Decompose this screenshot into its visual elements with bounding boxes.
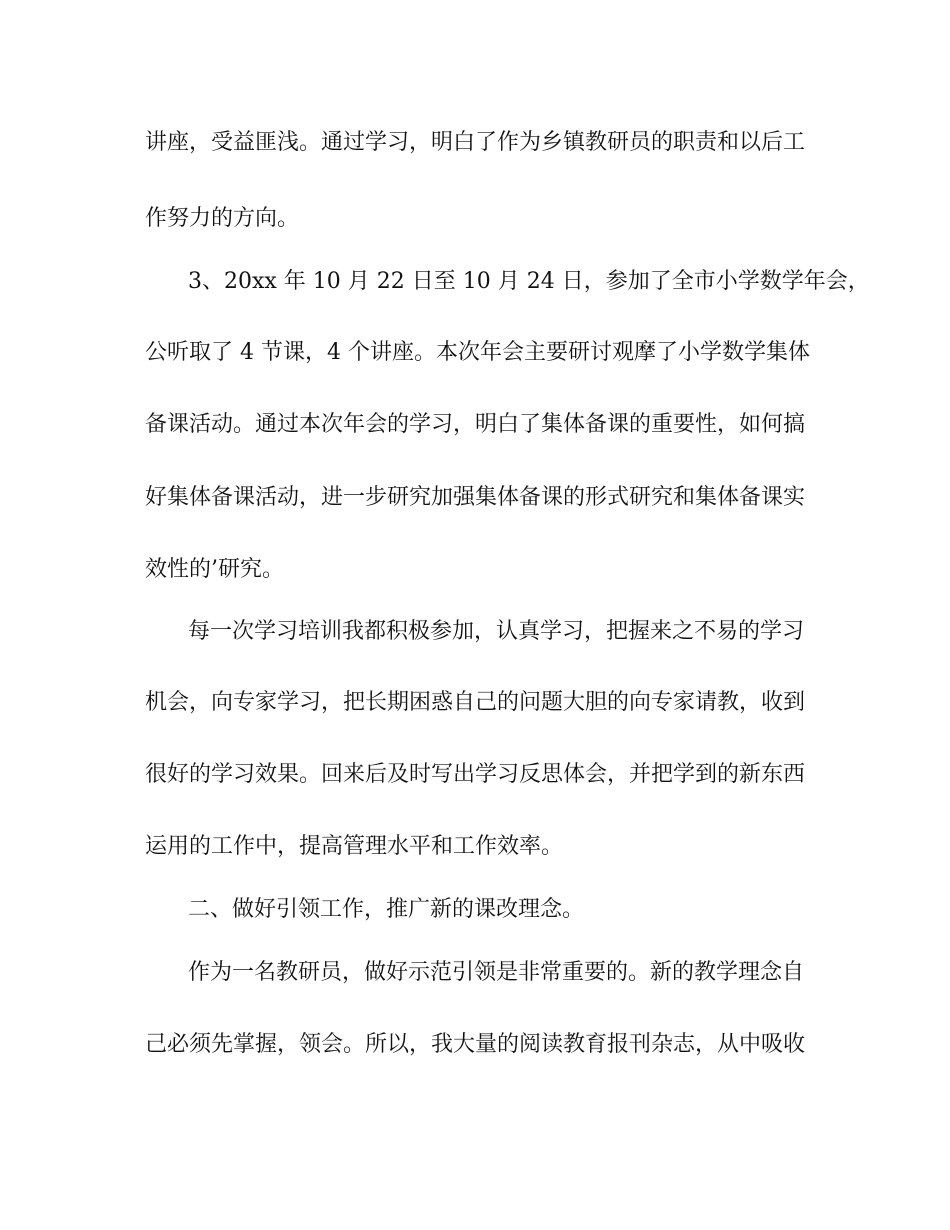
text-line-11: 运用的工作中，提高管理水平和工作效率。 [145, 834, 564, 859]
section-heading: 二、做好引领工作，推广新的课改理念。 [188, 897, 585, 922]
text-line-2: 作努力的方向。 [145, 206, 300, 231]
text-line-10: 很好的学习效果。回来后及时写出学习反思体会，并把学到的新东西 [145, 762, 806, 787]
text-line-9: 机会，向专家学习，把长期困惑自己的问题大胆的向专家请教，收到 [145, 690, 806, 715]
text-line-6: 好集体备课活动，进一步研究加强集体备课的形式研究和集体备课实 [145, 485, 806, 510]
text-line-3: 3、20xx 年 10 月 22 日至 10 月 24 日，参加了全市小学数学年会， [188, 269, 870, 294]
text-line-14: 己必须先掌握，领会。所以，我大量的阅读教育报刊杂志，从中吸收 [145, 1032, 806, 1057]
text-line-1: 讲座，受益匪浅。通过学习，明白了作为乡镇教研员的职责和以后工 [145, 130, 806, 155]
text-line-4: 公听取了 4 节课，4 个讲座。本次年会主要研讨观摩了小学数学集体 [145, 340, 810, 365]
text-line-7: 效性的’研究。 [145, 557, 284, 582]
text-line-13: 作为一名教研员，做好示范引领是非常重要的。新的教学理念自 [188, 960, 805, 985]
text-line-5: 备课活动。通过本次年会的学习，明白了集体备课的重要性，如何搞 [145, 412, 806, 437]
text-line-8: 每一次学习培训我都积极参加，认真学习，把握来之不易的学习 [188, 619, 805, 644]
